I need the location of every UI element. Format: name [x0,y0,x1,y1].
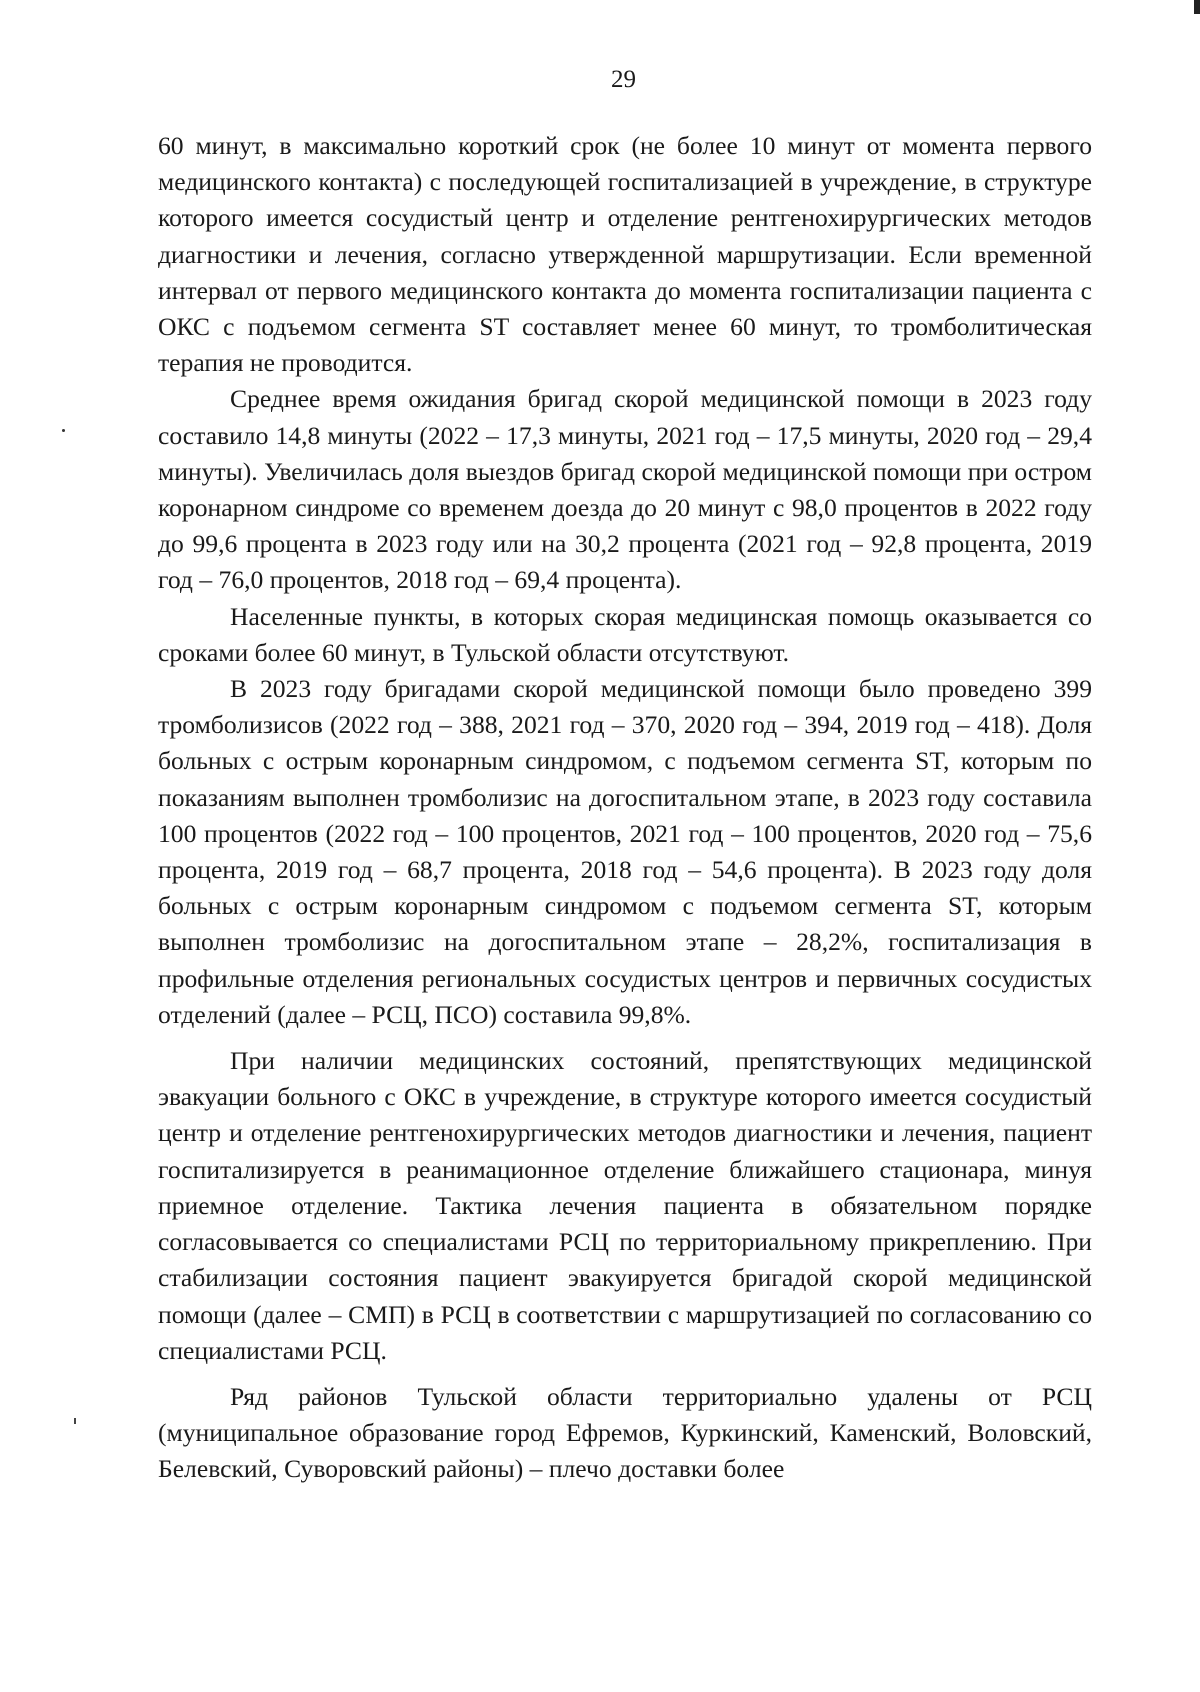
scan-speck [74,1418,76,1424]
paragraph-ambulance-waiting-time: Среднее время ожидания бригад скорой медицинской помощи в 2023 году составило 14,8 минуты (2022 – 17,3 минуты, 2021 год – 17,5 минуты, 2020 год – 29,4 минуты). Увеличилась доля выездов бригад скорой медицинской помощи при остром коронарном синдроме со временем доезда до 20 минут с 98,0 процентов в 2022 году до 99,6 процента в 2023 году или на 30,2 процента (2021 год – 92,8 процента, 2019 год – 76,0 процентов, 2018 год – 69,4 процента). [158,384,1092,595]
paragraph-settlements: Населенные пункты, в которых скорая медицинская помощь оказывается со сроками более 60 минут, в Тульской области отсутствуют. [158,601,1092,667]
paragraph-evacuation: При наличии медицинских состояний, препятствующих медицинской эвакуации больного с ОКС в учреждение, в структуре которого имеется сосудистый центр и отделение рентгенохирургических методов диагностики и лечения, пациент госпитализируется в реанимационное отделение ближайшего стационара, минуя приемное отделение. Тактика лечения пациента в обязательном порядке согласовывается со специалистами РСЦ по территориальному прикреплению. При стабилизации состояния пациент эвакуируется бригадой скорой медицинской помощи (далее – СМП) в РСЦ в соответствии с маршрутизацией по согласованию со специалистами РСЦ. [158,1046,1092,1365]
paragraph-continuation: 60 минут, в максимально короткий срок (не более 10 минут от момента первого медицинского контакта) с последующей госпитализацией в учреждение, в структуре которого имеется сосудистый центр и отделение рентгенохирургических методов диагностики и лечения, согласно утвержденной маршрутизации. Если временной интервал от первого медицинского контакта до момента госпитализации пациента с ОКС с подъемом сегмента ST составляет менее 60 минут, то тромболитическая терапия не проводится. [158,131,1092,378]
paragraph-remote-districts: Ряд районов Тульской области территориально удалены от РСЦ (муниципальное образование город Ефремов, Куркинский, Каменский, Воловский, Белевский, Суворовский районы) – плечо доставки более [158,1381,1092,1484]
paragraph-thrombolysis: В 2023 году бригадами скорой медицинской помощи было проведено 399 тромболизисов (2022 год – 388, 2021 год – 370, 2020 год – 394, 2019 год – 418). Доля больных с острым коронарным синдромом, с подъемом сегмента ST, которым по показаниям выполнен тромболизис на догоспитальном этапе, в 2023 году составила 100 процентов (2022 год – 100 процентов, 2021 год – 100 процентов, 2020 год – 75,6 процента, 2019 год – 68,7 процента, 2018 год – 54,6 процента). В 2023 году доля больных с острым коронарным синдромом с подъемом сегмента ST, которым выполнен тромболизис на догоспитальном этапе – 28,2%, госпитализация в профильные отделения региональных сосудистых центров и первичных сосудистых отделений (далее – РСЦ, ПСО) составила 99,8%. [158,674,1092,1029]
body-text [158,128,1092,1488]
scan-edge-mark [1194,0,1200,14]
page-number: 29 [611,66,636,93]
scan-speck [62,429,65,432]
